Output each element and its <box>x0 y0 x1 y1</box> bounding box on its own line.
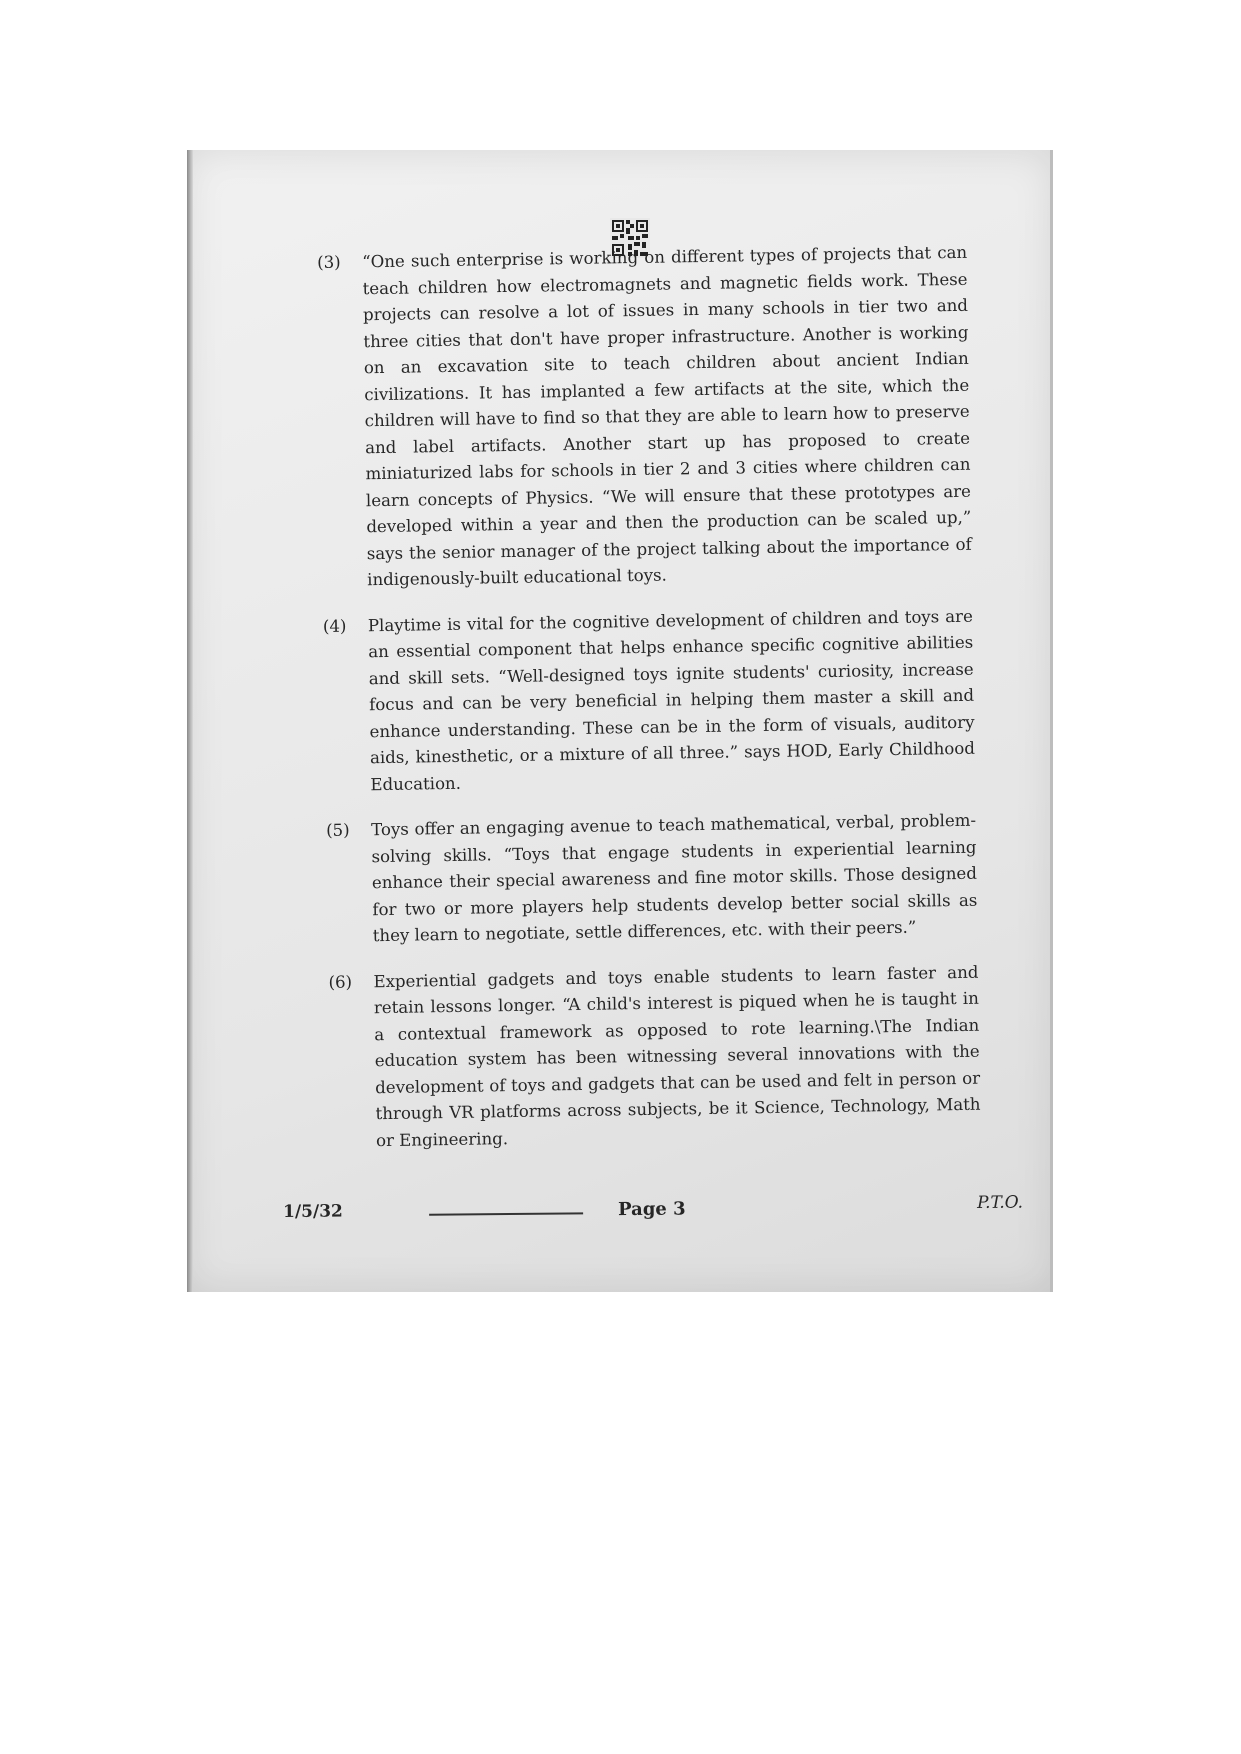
paragraph-4 <box>323 603 976 799</box>
paragraph-text: Toys offer an engaging avenue to teach mathematical, verbal, problem-solving skills. “Toys that engage students in experiential learning enhance their special awareness and fine motor skills. Those designed for two or more players help students develop better social skills as they learn to negotiate, settle differences, etc. with their peers.” <box>370 810 978 946</box>
page-left-edge <box>187 150 193 1292</box>
page-right-edge <box>1050 150 1053 1292</box>
paragraph-number: (5) <box>325 820 350 840</box>
paragraph-3 <box>317 240 972 595</box>
footer-rule <box>429 1212 583 1215</box>
pto-label: P.T.O. <box>976 1192 1024 1213</box>
paragraph-5 <box>326 808 978 951</box>
exam-page-photo <box>187 150 1053 1292</box>
paragraph-text: Experiential gadgets and toys enable students to learn faster and retain lessons longer. “A child's interest is piqued when he is taught in a contextual framework as opposed to rote learning.\The Indian education system has been witnessing several innovations with the development of toys and gadgets that can be used and felt in person or through VR platforms across subjects, be it Science, Technology, Math or Engineering. <box>373 962 981 1150</box>
paper-code: 1/5/32 <box>283 1201 343 1222</box>
paragraph-6 <box>328 959 981 1155</box>
paragraph-number: (3) <box>317 252 341 272</box>
paragraph-text: “One such enterprise is working on different types of projects that can teach children how electromagnets and magnetic fields work. These projects can resolve a lot of issues in many schools in tier two and three cities that don't have proper infrastructure. Another is working on an excavation site to teach children about ancient Indian civilizations. It has implanted a few artifacts at the site, which the children will have to find so that they are able to learn how to preserve and label artifacts. Another start up has proposed to create miniaturized labs for schools in tier 2 and 3 cities where children can learn concepts of Physics. “We will ensure that these prototypes are developed within a year and then the production can be scaled up,” says the senior manager of the project talking about the importance of indigenously-built educational toys. <box>362 242 972 590</box>
question-passage <box>317 240 981 1174</box>
page-number: Page 3 <box>617 1198 686 1221</box>
page-footer <box>283 1192 1024 1232</box>
paragraph-number: (6) <box>328 972 353 992</box>
paragraph-text: Playtime is vital for the cognitive development of children and toys are an essential component that helps enhance specific cognitive abilities and skill sets. “Well-designed toys ignite students' curiosity, increase focus and can be very beneficial in helping them master a skill and enhance understanding. These can be in the form of visuals, auditory aids, kinesthetic, or a mixture of all three.” says HOD, Early Childhood Education. <box>367 606 976 794</box>
paragraph-number: (4) <box>322 616 347 636</box>
